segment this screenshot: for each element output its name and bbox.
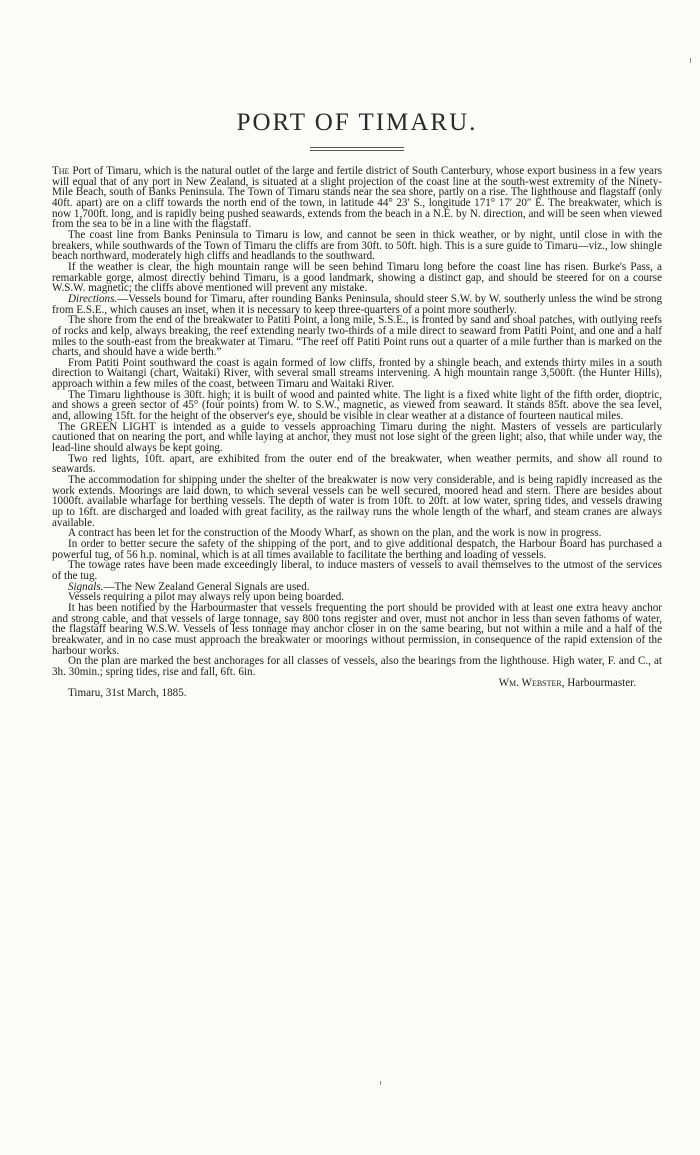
paragraph: If the weather is clear, the high mountain range will be seen behind Timaru long before the coast line has risen. Burke's Pass, a remarkable gorge, almost directly behind Timaru, is a good landmark, showing a distinct gap, and should be steered for on a course W.S.W. magnetic; the cliffs above mentioned will prevent any mistake.: [52, 260, 662, 295]
paragraph: It has been notified by the Harbourmaster that vessels frequenting the port should be provided with at least one extra heavy anchor and strong cable, and that vessels of large tonnage, say 800 tons register and over, must not anchor in less than seven fathoms of water, the flagstaff bearing W.S.W. Vessels of less tonnage may anchor closer in on the same bearing, but not within a mile and a half of the breakwater, and in no case must approach the breakwater or moorings without permission, in consequence of the rapid extension of the harbour works.: [52, 601, 662, 657]
document-body: [52, 166, 662, 699]
scan-mark: [380, 1081, 381, 1085]
paragraph: The Timaru lighthouse is 30ft. high; it is built of wood and painted white. The light is a fixed white light of the fifth order, dioptric, and shows a green sector of 45° (four points) from W. to S.W., magnetic, as viewed from seaward. It stands 85ft. above the sea level, and, allowing 15ft. for the height of the observer's eye, should be visible in clear weather at a distance of fourteen nautical miles.: [52, 388, 662, 423]
paragraph: The towage rates have been made exceedingly liberal, to induce masters of vessels to avail themselves to the utmost of the services of the tug.: [52, 559, 662, 582]
paragraph: From Patiti Point southward the coast is again formed of low cliffs, fronted by a shingle beach, and extends thirty miles in a south direction to Waitangi (chart, Waitaki) River, with several small streams intervening. A high mountain range 3,500ft. (the Hunter Hills), approach within a few miles of the coast, between Timaru and Waitaki River.: [52, 356, 662, 391]
paragraph: A contract has been let for the construction of the Moody Wharf, as shown on the plan, and the work is now in progress.: [68, 527, 602, 540]
paragraph: The GREEN LIGHT is intended as a guide to vessels approaching Timaru during the night. Masters of vessels are particularly cautioned that on nearing the port, and while laying at anchor, they must not lose sight of the green light; also, that while under way, the lead-line should always be kept going.: [52, 420, 662, 455]
paragraph: Vessels requiring a pilot may always rely upon being boarded.: [68, 591, 345, 604]
paragraph: The shore from the end of the breakwater to Patiti Point, a long mile, S.S.E., is fronted by sand and shoal patches, with outlying reefs of rocks and kelp, always breaking, the reef extending nearly two-thirds of a mile direct to seaward from Patiti Point, and one and a half miles to the south-east from the breakwater at Timaru. “The reef off Patiti Point runs out a quarter of a mile further than is marked on the charts, and should have a wide berth.”: [52, 314, 662, 359]
signature-role: , Harbourmaster.: [561, 676, 636, 689]
paragraph-text: —Vessels bound for Timaru, after rounding Banks Peninsula, should steer S.W. by W. southerly unless the wind be strong from E.S.E., which causes an inset, when it is necessary to keep three-quarters of a point more southerly.: [52, 292, 662, 316]
title-rule: [310, 147, 404, 153]
page-title: PORT OF TIMARU.: [236, 109, 478, 136]
paragraph-text: Port of Timaru, which is the natural outlet of the large and fertile district of South Canterbury, whose export business in a few years will equal that of any port in New Zealand, is situated at a slight projection of the coast line at the south-west extremity of the Ninety-Mile Beach, south of Banks Peninsula. The Town of Timaru stands near the sea shore, partly on a rise. The lighthouse and flagstaff (only 40ft. apart) are on a cliff towards the north end of the town, in latitude 44° 23′ S., longitude 171° 17′ 20″ E. The breakwater, which is now 1,700ft. long, and is rapidly being pushed seawards, extends from the beach in a N.E. by N. direction, and will be seen when viewed from the sea to be in a line with the flagstaff.: [52, 165, 662, 231]
dateline: Timaru, 31st March, 1885.: [68, 687, 187, 700]
signature-name: Wm. Webster: [498, 676, 562, 689]
paragraph: The coast line from Banks Peninsula to Timaru is low, and cannot be seen in thick weather, or by night, until close in with the breakers, while southwards of the Town of Timaru the cliffs are from 30ft. to 50ft. high. This is a sure guide to Timaru—viz., low shingle beach northward, moderately high cliffs and headlands to the southward.: [52, 228, 662, 263]
paragraph-lead: Directions.: [68, 292, 118, 305]
paragraph-text: —The New Zealand General Signals are used.: [103, 580, 310, 593]
paragraph: Two red lights, 10ft. apart, are exhibited from the outer end of the breakwater, when weather permits, and show all round to seawards.: [52, 452, 662, 476]
paragraph-lead: The: [52, 165, 70, 177]
paragraph: [52, 166, 662, 230]
paragraph: In order to better secure the safety of the shipping of the port, and to give additional despatch, the Harbour Board has purchased a powerful tug, of 56 h.p. nominal, which is at all times available to facilitate the berthing and loading of vessels.: [52, 537, 662, 561]
paragraph: [52, 294, 662, 315]
paragraph: The accommodation for shipping under the shelter of the breakwater is now very considerable, and is being rapidly increased as the work extends. Moorings are laid down, to which several vessels can be well secured, moored head and stern. There are besides about 1000ft. available wharfage for berthing vessels. The depth of water is from 10ft. to 20ft. at low water, spring tides, and vessels drawing up to 16ft. are discharged and loaded with great facility, as the railway runs the whole length of the wharf, and steam cranes are always available.: [52, 474, 662, 529]
paragraph-lead: Signals.: [68, 580, 104, 593]
scan-mark: [690, 58, 691, 63]
paragraph: On the plan are marked the best anchorages for all classes of vessels, also the bearings from the lighthouse. High water, F. and C., at 3h. 30min.; spring tides, rise and fall, 6ft. 6in.: [52, 655, 662, 678]
